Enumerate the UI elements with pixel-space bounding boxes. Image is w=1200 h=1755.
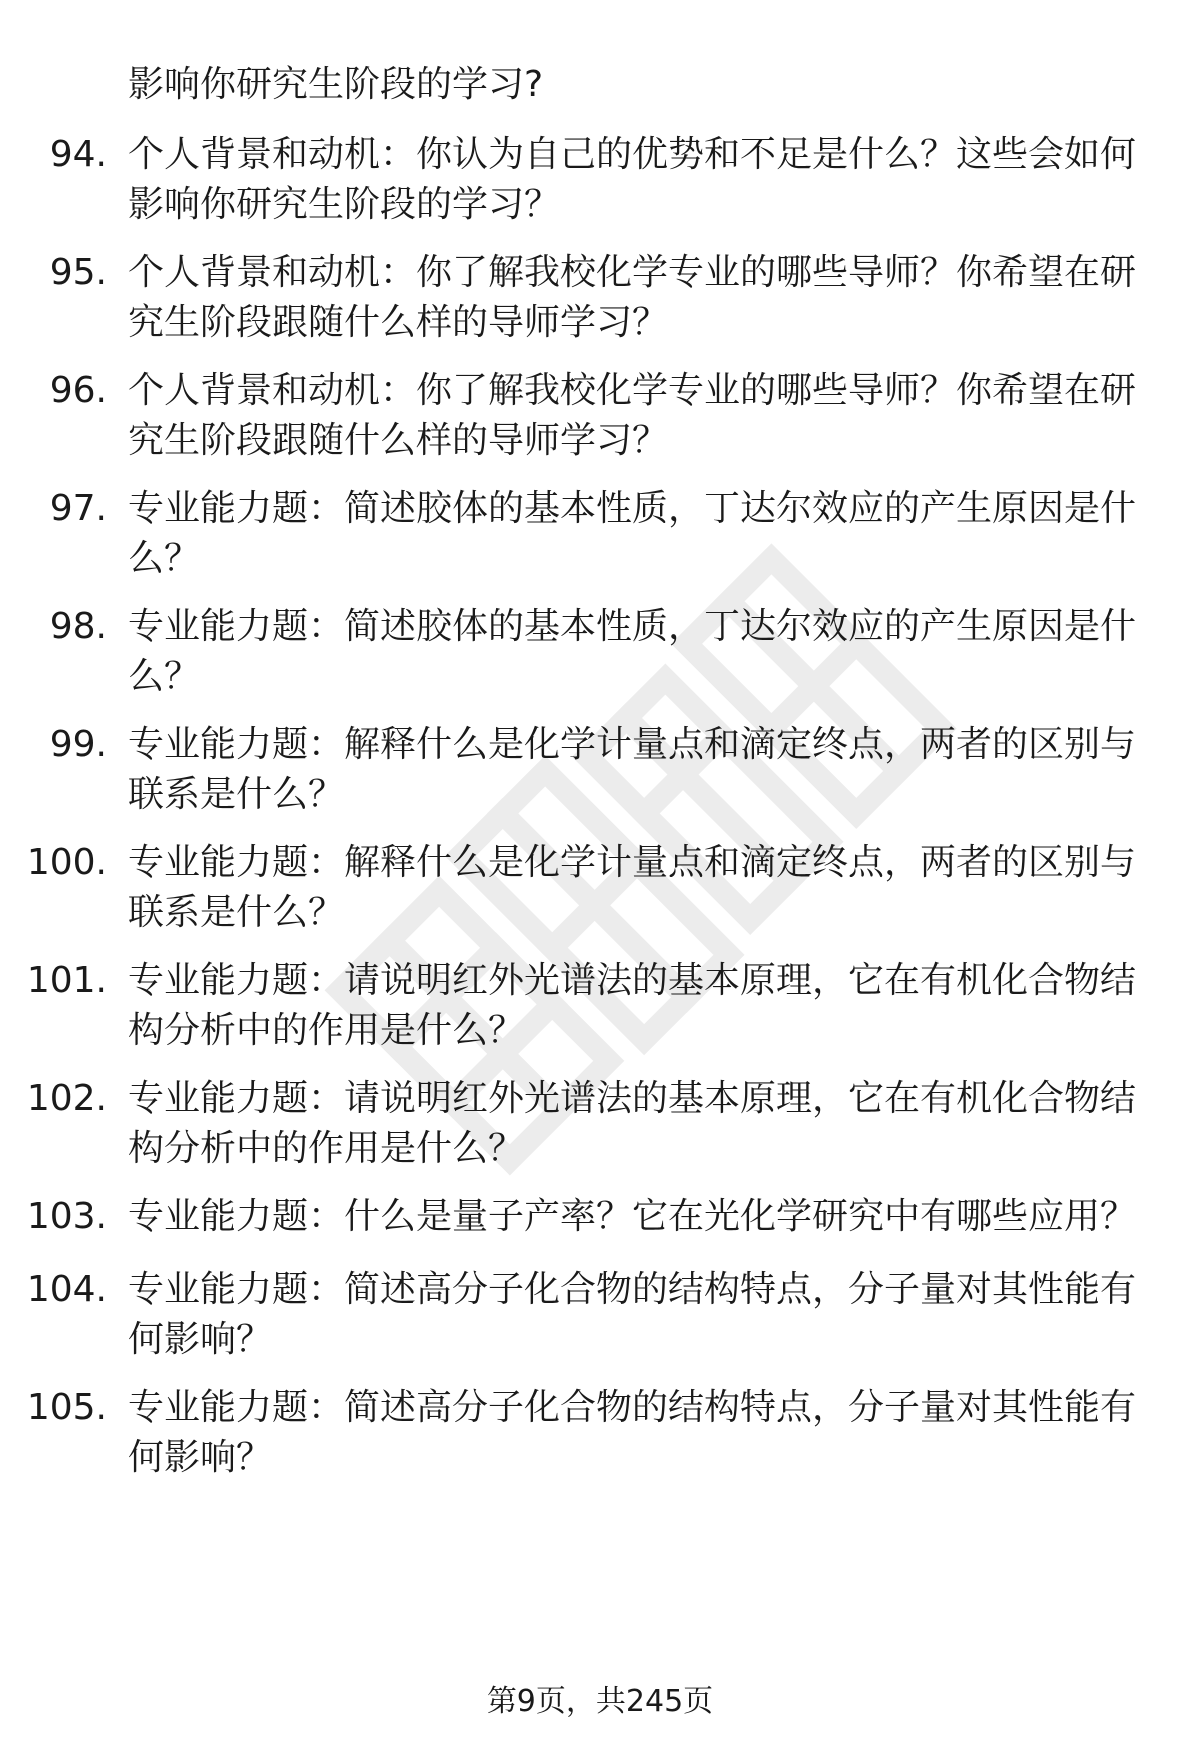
question-number: 94. <box>49 134 107 175</box>
question-line: 专业能力题：解释什么是化学计量点和滴定终点，两者的区别与 <box>128 724 1137 765</box>
question-line: 专业能力题：简述高分子化合物的结构特点，分子量对其性能有 <box>128 1387 1137 1428</box>
question-line: 么？ <box>128 656 201 697</box>
question-line: 何影响？ <box>128 1437 273 1478</box>
question-line: 专业能力题：解释什么是化学计量点和滴定终点，两者的区别与 <box>128 842 1137 883</box>
question-text <box>128 1383 1138 1483</box>
question-line: 专业能力题：简述高分子化合物的结构特点，分子量对其性能有 <box>128 1269 1137 1310</box>
question-number: 98. <box>49 606 107 647</box>
question-line: 影响你研究生阶段的学习？ <box>128 184 561 225</box>
question-line: 何影响？ <box>128 1319 273 1360</box>
question-line: 个人背景和动机：你认为自己的优势和不足是什么？这些会如何 <box>128 134 1137 175</box>
question-number: 104. <box>26 1269 107 1310</box>
question-text <box>128 720 1138 820</box>
question-line: 专业能力题：请说明红外光谱法的基本原理，它在有机化合物结 <box>128 960 1137 1001</box>
question-text <box>128 1074 1138 1174</box>
question-number: 105. <box>26 1387 107 1428</box>
question-number: 103. <box>26 1196 107 1237</box>
question-number: 100. <box>26 842 107 883</box>
question-text <box>128 248 1138 348</box>
question-text <box>128 1265 1138 1365</box>
question-line: 构分析中的作用是什么？ <box>128 1010 525 1051</box>
question-text <box>128 838 1138 938</box>
question-line: 专业能力题：简述胶体的基本性质，丁达尔效应的产生原因是什 <box>128 606 1137 647</box>
question-number: 95. <box>49 252 107 293</box>
question-text <box>128 484 1138 584</box>
question-line: 个人背景和动机：你了解我校化学专业的哪些导师？你希望在研 <box>128 370 1137 411</box>
question-line: 个人背景和动机：你了解我校化学专业的哪些导师？你希望在研 <box>128 252 1137 293</box>
question-text <box>128 130 1138 230</box>
continued-text: 影响你研究生阶段的学习? <box>128 64 544 105</box>
question-line: 专业能力题：请说明红外光谱法的基本原理，它在有机化合物结 <box>128 1078 1137 1119</box>
question-number: 99. <box>49 724 107 765</box>
question-text <box>128 956 1138 1056</box>
question-line: 构分析中的作用是什么？ <box>128 1128 525 1169</box>
question-number: 102. <box>26 1078 107 1119</box>
question-line: 专业能力题：简述胶体的基本性质，丁达尔效应的产生原因是什 <box>128 488 1137 529</box>
question-line: 究生阶段跟随什么样的导师学习？ <box>128 420 669 461</box>
question-line: 么？ <box>128 538 201 579</box>
question-number: 96. <box>49 370 107 411</box>
question-text <box>128 1192 1138 1242</box>
question-line: 联系是什么？ <box>128 892 345 933</box>
question-number: 97. <box>49 488 107 529</box>
question-line: 联系是什么？ <box>128 774 345 815</box>
question-line: 究生阶段跟随什么样的导师学习？ <box>128 302 669 343</box>
question-text <box>128 602 1138 702</box>
page-footer: 第9页，共245页 <box>486 1684 714 1719</box>
question-text <box>128 366 1138 466</box>
question-line: 专业能力题：什么是量子产率？它在光化学研究中有哪些应用？ <box>128 1196 1137 1237</box>
question-number: 101. <box>26 960 107 1001</box>
